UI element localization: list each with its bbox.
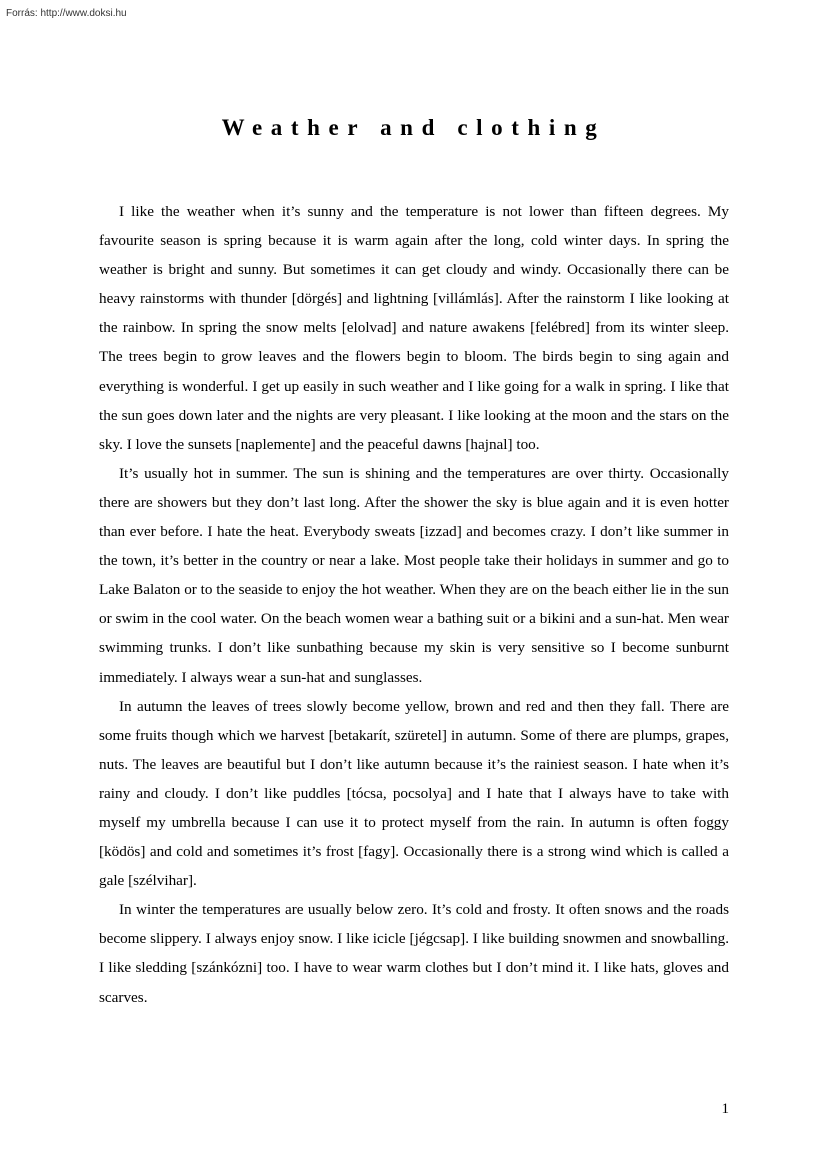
- source-note: Forrás: http://www.doksi.hu: [6, 8, 127, 19]
- paragraph-winter: In winter the temperatures are usually below zero. It’s cold and frosty. It often snows and the roads become slippery. I always enjoy snow. I like icicle [jégcsap]. I like building snowmen and snowballing. I like sledding [szánkózni] too. I have to wear warm clothes but I don’t mind it. I like hats, gloves and scarves.: [99, 901, 729, 1006]
- document-body: [99, 197, 729, 1012]
- paragraph-autumn: In autumn the leaves of trees slowly become yellow, brown and red and then they fall. There are some fruits though which we harvest [betakarít, szüretel] in autumn. Some of there are plumps, grapes, nuts. The leaves are beautiful but I don’t like autumn because it’s the rainiest season. I hate when it’s rainy and cloudy. I don’t like puddles [tócsa, pocsolya] and I hate that I always have to take with myself my umbrella because I can use it to protect myself from the rain. In autumn is often foggy [ködös] and cold and sometimes it’s frost [fagy]. Occasionally there is a strong wind which is called a gale [szélvihar].: [99, 697, 729, 890]
- page-title: Weather and clothing: [221, 115, 606, 141]
- paragraph-summer: It’s usually hot in summer. The sun is shining and the temperatures are over thirty. Occasionally there are showers but they don’t last long. After the shower the sky is blue again and it is even hotter than ever before. I hate the heat. Everybody sweats [izzad] and becomes crazy. I don’t like summer in the town, it’s better in the country or near a lake. Most people take their holidays in summer and go to Lake Balaton or to the seaside to enjoy the hot weather. When they are on the beach either lie in the sun or swim in the cool water. On the beach women wear a bathing suit or a bikini and a sun-hat. Men wear swimming trunks. I don’t like sunbathing because my skin is very sensitive so I become sunburnt immediately. I always wear a sun-hat and sunglasses.: [99, 464, 729, 686]
- paragraph-spring: I like the weather when it’s sunny and the temperature is not lower than fifteen degrees. My favourite season is spring because it is warm again after the long, cold winter days. In spring the weather is bright and sunny. But sometimes it can get cloudy and windy. Occasionally there can be heavy rainstorms with thunder [dörgés] and lightning [villámlás]. After the rainstorm I like looking at the rainbow. In spring the snow melts [elolvad] and nature awakens [felébred] from its winter sleep. The trees begin to grow leaves and the flowers begin to bloom. The birds begin to sing again and everything is wonderful. I get up easily in such weather and I like going for a walk in spring. I like that the sun goes down later and the nights are very pleasant. I like looking at the moon and the stars on the sky. I love the sunsets [naplemente] and the peaceful dawns [hajnal] too.: [99, 203, 729, 453]
- page-number: 1: [721, 1101, 729, 1117]
